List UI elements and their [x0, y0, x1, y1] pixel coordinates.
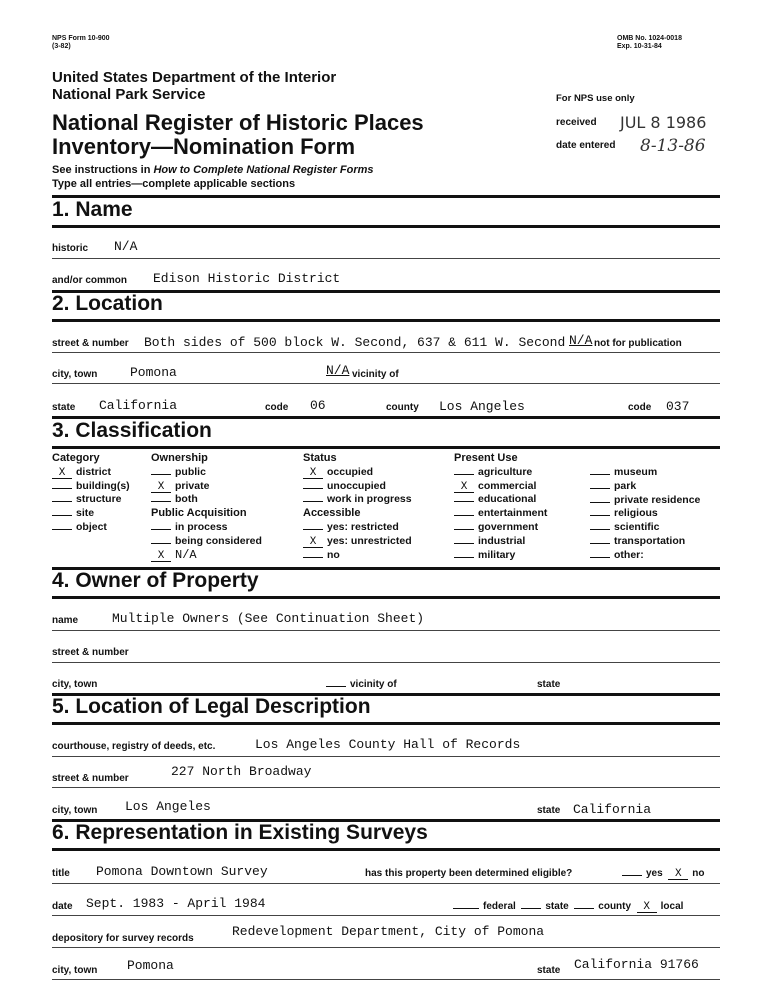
- nfp-value[interactable]: N/A: [569, 333, 593, 348]
- checkbox-blank[interactable]: [590, 474, 610, 475]
- checkbox-blank[interactable]: [454, 515, 474, 516]
- state-label: state: [52, 402, 76, 413]
- owner-name-label: name: [52, 615, 79, 626]
- legal-state-field[interactable]: California: [573, 802, 652, 817]
- checkbox-blank[interactable]: [590, 543, 610, 544]
- divider: [52, 883, 720, 884]
- option-label: unoccupied: [327, 479, 386, 492]
- checkbox-blank[interactable]: [303, 557, 323, 558]
- checkbox-option[interactable]: [454, 493, 547, 507]
- checkbox-blank[interactable]: [52, 501, 72, 502]
- local-label: local: [660, 901, 684, 912]
- instr-italic: How to Complete National Register Forms: [153, 164, 374, 176]
- ownership-title: Ownership: [151, 452, 208, 464]
- divider: [52, 225, 720, 228]
- state-checkbox[interactable]: [521, 908, 541, 909]
- divider: [52, 722, 720, 725]
- exp: Exp. 10-31-84: [617, 43, 662, 50]
- county-level-label: county: [598, 901, 632, 912]
- checkbox-option[interactable]: [590, 507, 700, 521]
- county-field[interactable]: Los Angeles: [439, 399, 525, 414]
- option-label: work in progress: [327, 493, 412, 506]
- owner-state-label: state: [537, 679, 561, 690]
- checkbox-blank[interactable]: [590, 502, 610, 503]
- courthouse-field[interactable]: Los Angeles County Hall of Records: [255, 737, 521, 752]
- divider: [52, 352, 720, 353]
- checkbox-option[interactable]: [52, 493, 130, 507]
- option-label: district: [76, 465, 112, 478]
- section-4-heading: 4. Owner of Property: [52, 569, 259, 592]
- option-label: transportation: [614, 534, 686, 547]
- historic-label: historic: [52, 243, 89, 254]
- form-subtitle: Inventory—Nomination Form: [52, 134, 356, 159]
- legal-city-label: city, town: [52, 805, 98, 816]
- street-label: street & number: [52, 338, 129, 349]
- depository-city-field[interactable]: Pomona: [127, 958, 174, 973]
- form-rev: (3-82): [52, 43, 71, 50]
- owner-street-label: street & number: [52, 647, 129, 658]
- legal-city-field[interactable]: Los Angeles: [125, 799, 211, 814]
- survey-date-label: date: [52, 901, 73, 912]
- checkbox-option[interactable]: [590, 494, 700, 508]
- divider: [52, 446, 720, 449]
- divider: [52, 258, 720, 259]
- form-number: [52, 35, 110, 51]
- option-label: park: [614, 479, 637, 492]
- city-field[interactable]: Pomona: [130, 365, 177, 380]
- present-use-title: Present Use: [454, 452, 518, 464]
- status-title: Status: [303, 452, 337, 464]
- divider: [52, 848, 720, 851]
- category-group: [52, 452, 130, 535]
- survey-title-field[interactable]: Pomona Downtown Survey: [96, 864, 268, 879]
- section-2-heading: 2. Location: [52, 292, 163, 315]
- common-label: and/or common: [52, 275, 128, 286]
- option-label: yes: unrestricted: [327, 534, 412, 547]
- checkbox-option[interactable]: [590, 521, 700, 535]
- checkbox-blank[interactable]: [590, 515, 610, 516]
- checkbox-option[interactable]: [303, 535, 412, 549]
- option-label: being considered: [175, 534, 262, 547]
- checkbox-blank[interactable]: X: [454, 482, 474, 493]
- legal-street-label: street & number: [52, 773, 129, 784]
- divider: [52, 596, 720, 599]
- divider: [52, 195, 720, 198]
- checkbox-blank[interactable]: [151, 501, 171, 502]
- option-label: structure: [76, 493, 122, 506]
- divider: [52, 915, 720, 916]
- section-6-heading: 6. Representation in Existing Surveys: [52, 821, 428, 844]
- common-name-field[interactable]: Edison Historic District: [153, 271, 341, 286]
- local-checkbox[interactable]: X: [637, 902, 657, 913]
- omb-number: [617, 35, 682, 51]
- checkbox-option[interactable]: [151, 480, 262, 494]
- option-label: in process: [175, 520, 228, 533]
- federal-label: federal: [483, 901, 516, 912]
- legal-street-field[interactable]: 227 North Broadway: [171, 764, 312, 779]
- no-checkbox[interactable]: X: [668, 869, 688, 880]
- owner-city-label: city, town: [52, 679, 98, 690]
- checkbox-option[interactable]: [454, 549, 547, 563]
- received-label: received: [556, 117, 597, 128]
- checkbox-blank[interactable]: [52, 515, 72, 516]
- divider: [52, 756, 720, 757]
- option-label: N/A: [175, 547, 197, 562]
- option-label: no: [327, 548, 340, 561]
- option-label: building(s): [76, 479, 130, 492]
- county-checkbox[interactable]: [574, 908, 594, 909]
- acquisition-title: Public Acquisition: [151, 507, 247, 520]
- category-title: Category: [52, 452, 100, 464]
- courthouse-label: courthouse, registry of deeds, etc.: [52, 741, 216, 752]
- divider: [52, 630, 720, 631]
- checkbox-option[interactable]: [454, 480, 547, 494]
- checkbox-option[interactable]: [303, 480, 412, 494]
- present-use-group-2: [590, 466, 700, 563]
- checkbox-option[interactable]: [52, 466, 130, 480]
- checkbox-blank[interactable]: X: [303, 537, 323, 548]
- code-field[interactable]: 06: [310, 398, 326, 413]
- option-label: site: [76, 507, 95, 520]
- checkbox-option[interactable]: [52, 507, 130, 521]
- option-label: both: [175, 493, 198, 506]
- option-label: public: [175, 465, 206, 478]
- omb: OMB No. 1024-0018: [617, 35, 682, 42]
- depository-city-label: city, town: [52, 965, 98, 976]
- checkbox-blank[interactable]: [454, 474, 474, 475]
- historic-field[interactable]: N/A: [114, 239, 138, 254]
- checkbox-blank[interactable]: X: [303, 468, 323, 479]
- option-label: commercial: [478, 479, 537, 492]
- section-3-heading: 3. Classification: [52, 419, 212, 442]
- depository-state-label: state: [537, 965, 561, 976]
- owner-name-field[interactable]: Multiple Owners (See Continuation Sheet): [112, 611, 425, 626]
- checkbox-option[interactable]: [303, 466, 412, 480]
- checkbox-option[interactable]: [590, 549, 700, 563]
- instr-prefix: See instructions in: [52, 164, 154, 176]
- depository-field[interactable]: Redevelopment Department, City of Pomona: [232, 924, 545, 939]
- department: United States Department of the Interior: [52, 69, 337, 86]
- legal-state-label: state: [537, 805, 561, 816]
- option-label: industrial: [478, 534, 526, 547]
- checkbox-option[interactable]: [151, 521, 262, 535]
- date-entered-label: date entered: [556, 140, 616, 151]
- checkbox-option[interactable]: [590, 535, 700, 549]
- received-stamp: JUL 8 1986: [620, 113, 707, 132]
- no-label: no: [692, 868, 705, 879]
- option-label: object: [76, 520, 107, 533]
- instructions: [52, 164, 374, 176]
- code2-label: code: [628, 402, 652, 413]
- owner-vicinity-label: vicinity of: [350, 679, 397, 690]
- option-label: private: [175, 479, 210, 492]
- vicinity-label: vicinity of: [352, 369, 399, 380]
- option-label: religious: [614, 507, 658, 520]
- checkbox-blank[interactable]: [454, 543, 474, 544]
- option-label: other:: [614, 548, 644, 561]
- form-title: National Register of Historic Places: [52, 110, 424, 135]
- checkbox-blank[interactable]: X: [151, 551, 171, 562]
- county-label: county: [386, 402, 419, 413]
- vicinity-value[interactable]: N/A: [326, 363, 350, 378]
- service: National Park Service: [52, 86, 206, 103]
- option-label: entertainment: [478, 507, 548, 520]
- checkbox-option[interactable]: [303, 493, 412, 507]
- checkbox-blank[interactable]: [590, 488, 610, 489]
- nps-use-only: For NPS use only: [556, 93, 635, 104]
- checkbox-blank[interactable]: [454, 557, 474, 558]
- checkbox-blank[interactable]: [454, 529, 474, 530]
- nfp-label: not for publication: [594, 338, 682, 349]
- code-label: code: [265, 402, 289, 413]
- checkbox-option[interactable]: [151, 466, 262, 480]
- yes-label: yes: [646, 868, 663, 879]
- option-label: private residence: [614, 493, 701, 506]
- checkbox-blank[interactable]: [303, 501, 323, 502]
- checkbox-option[interactable]: [303, 521, 412, 535]
- checkbox-option[interactable]: [52, 521, 130, 535]
- divider: [52, 662, 720, 663]
- option-label: yes: restricted: [327, 520, 399, 533]
- ownership-group: [151, 452, 262, 562]
- checkbox-blank[interactable]: [151, 543, 171, 544]
- street-field[interactable]: Both sides of 500 block W. Second, 637 & 611 W. Second: [144, 335, 566, 350]
- city-label: city, town: [52, 369, 98, 380]
- survey-title-label: title: [52, 868, 70, 879]
- checkbox-option[interactable]: [454, 521, 547, 535]
- depository-state-field[interactable]: California 91766: [574, 957, 699, 972]
- checkbox-blank[interactable]: [454, 501, 474, 502]
- option-label: government: [478, 520, 539, 533]
- checkbox-option[interactable]: [454, 507, 547, 521]
- option-label: scientific: [614, 521, 660, 534]
- checkbox-option[interactable]: [151, 535, 262, 549]
- checkbox-option[interactable]: [590, 466, 700, 480]
- date-entered-value: 8-13-86: [640, 136, 706, 156]
- eligible-options: [622, 868, 704, 880]
- option-label: agriculture: [478, 465, 533, 478]
- eligible-label: has this property been determined eligible?: [365, 868, 573, 879]
- divider: [52, 383, 720, 384]
- checkbox-blank[interactable]: X: [151, 482, 171, 493]
- checkbox-option[interactable]: [454, 535, 547, 549]
- code2-field[interactable]: 037: [666, 399, 690, 414]
- checkbox-blank[interactable]: [151, 529, 171, 530]
- checkbox-blank[interactable]: [303, 529, 323, 530]
- yes-checkbox[interactable]: [622, 875, 642, 876]
- checkbox-blank[interactable]: [590, 557, 610, 558]
- checkbox-option[interactable]: [590, 480, 700, 494]
- checkbox-option[interactable]: [151, 493, 262, 507]
- checkbox-blank[interactable]: [303, 488, 323, 489]
- state-level-label: state: [545, 901, 569, 912]
- present-use-group: [454, 452, 547, 562]
- status-group: [303, 452, 412, 562]
- option-label: military: [478, 548, 516, 561]
- owner-vicinity: [326, 679, 397, 690]
- form-no: NPS Form 10-900: [52, 35, 110, 42]
- divider: [52, 979, 720, 980]
- checkbox-blank[interactable]: [590, 529, 610, 530]
- federal-checkbox[interactable]: [453, 908, 479, 909]
- divider: [52, 787, 720, 788]
- section-5-heading: 5. Location of Legal Description: [52, 695, 371, 718]
- checkbox-blank[interactable]: [151, 474, 171, 475]
- checkbox-option[interactable]: [454, 466, 547, 480]
- section-1-heading: 1. Name: [52, 198, 133, 221]
- checkbox-blank[interactable]: [52, 529, 72, 530]
- option-label: museum: [614, 466, 658, 478]
- checkbox-blank[interactable]: [52, 488, 72, 489]
- divider: [52, 947, 720, 948]
- accessible-title: Accessible: [303, 507, 361, 520]
- checkbox-blank[interactable]: X: [52, 468, 72, 479]
- checkbox-option[interactable]: [303, 549, 412, 563]
- state-field[interactable]: California: [99, 398, 178, 413]
- instructions-2: Type all entries—complete applicable sections: [52, 178, 296, 190]
- checkbox-option[interactable]: [151, 549, 262, 563]
- survey-level: [453, 901, 683, 913]
- option-label: educational: [478, 493, 537, 506]
- divider: [52, 319, 720, 322]
- option-label: occupied: [327, 465, 374, 478]
- checkbox-option[interactable]: [52, 480, 130, 494]
- depository-label: depository for survey records: [52, 933, 194, 944]
- survey-date-field[interactable]: Sept. 1983 - April 1984: [86, 896, 266, 911]
